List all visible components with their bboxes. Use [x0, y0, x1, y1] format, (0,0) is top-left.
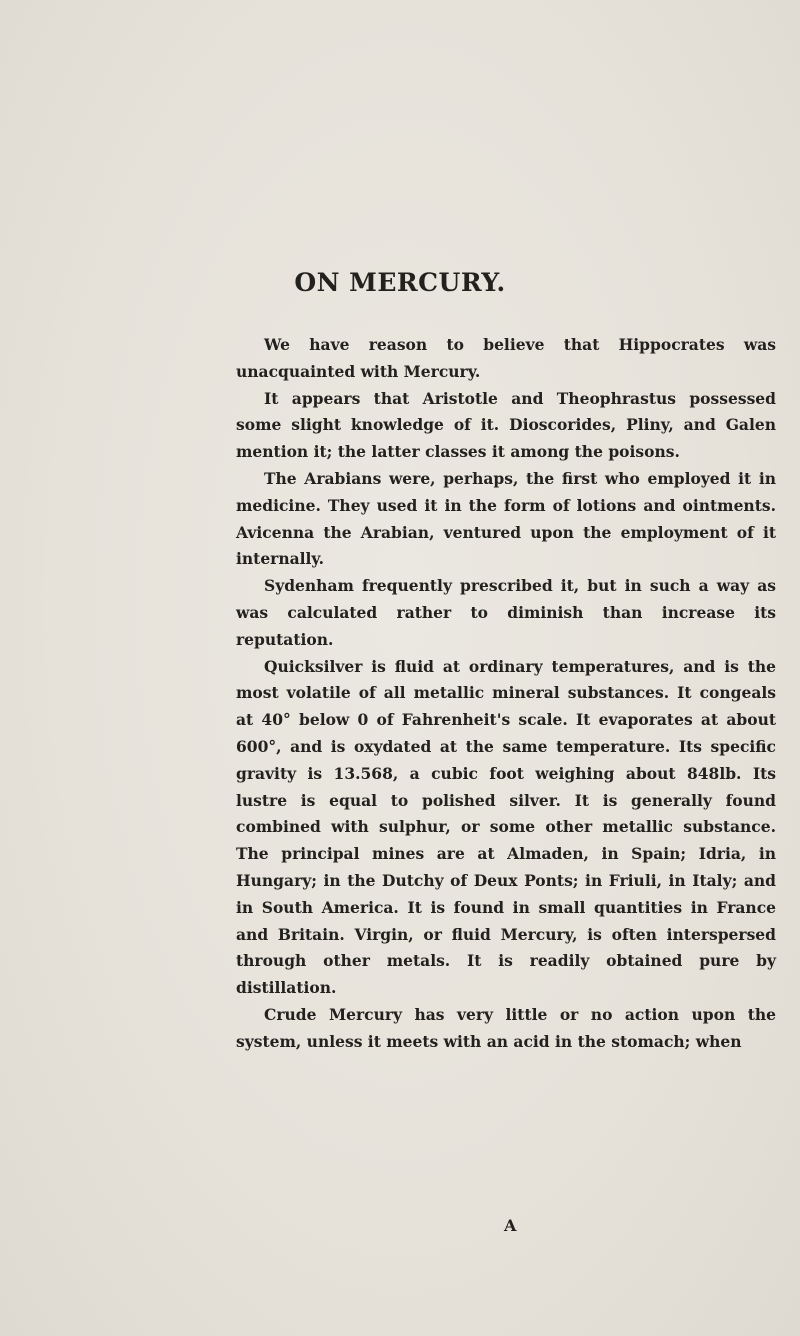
- paragraph: We have reason to believe that Hippocrates was unacquainted with Mercury.: [236, 335, 776, 381]
- paragraph: Sydenham frequently prescribed it, but in such a way as was calculated rather to diminish than increase its reputation.: [236, 576, 776, 649]
- signature-mark: A: [504, 1216, 517, 1235]
- page-title: ON MERCURY.: [294, 268, 506, 297]
- paragraph: Quicksilver is fluid at ordinary temperatures, and is the most volatile of all metallic mineral substances. It congeals at 40° below 0 of Fahrenheit's scale. It evaporates at about 600°, and is oxydated at the same temperature. Its specific gravity is 13.568, a cubic foot weighing about 848lb. Its lustre is equal to polished silver. It is generally found combined with sulphur, or some other metallic substance. The principal mines are at Almaden, in Spain; Idria, in Hungary; in the Dutchy of Deux Ponts; in Friuli, in Italy; and in South America. It is found in small quantities in France and Britain. Virgin, or fluid Mercury, is often interspersed through other metals. It is readily obtained pure by distillation.: [236, 656, 776, 998]
- paragraph: The Arabians were, perhaps, the first who employed it in medicine. They used it in the form of lotions and ointments. Avicenna the Arabian, ventured upon the employment of it internally.: [236, 468, 776, 569]
- body-text: [236, 332, 776, 1056]
- paragraph: It appears that Aristotle and Theophrastus possessed some slight knowledge of it. Dioscorides, Pliny, and Galen mention it; the latter classes it among the poisons.: [236, 388, 776, 462]
- paragraph: Crude Mercury has very little or no action upon the system, unless it meets with an acid in the stomach; when: [236, 1004, 776, 1051]
